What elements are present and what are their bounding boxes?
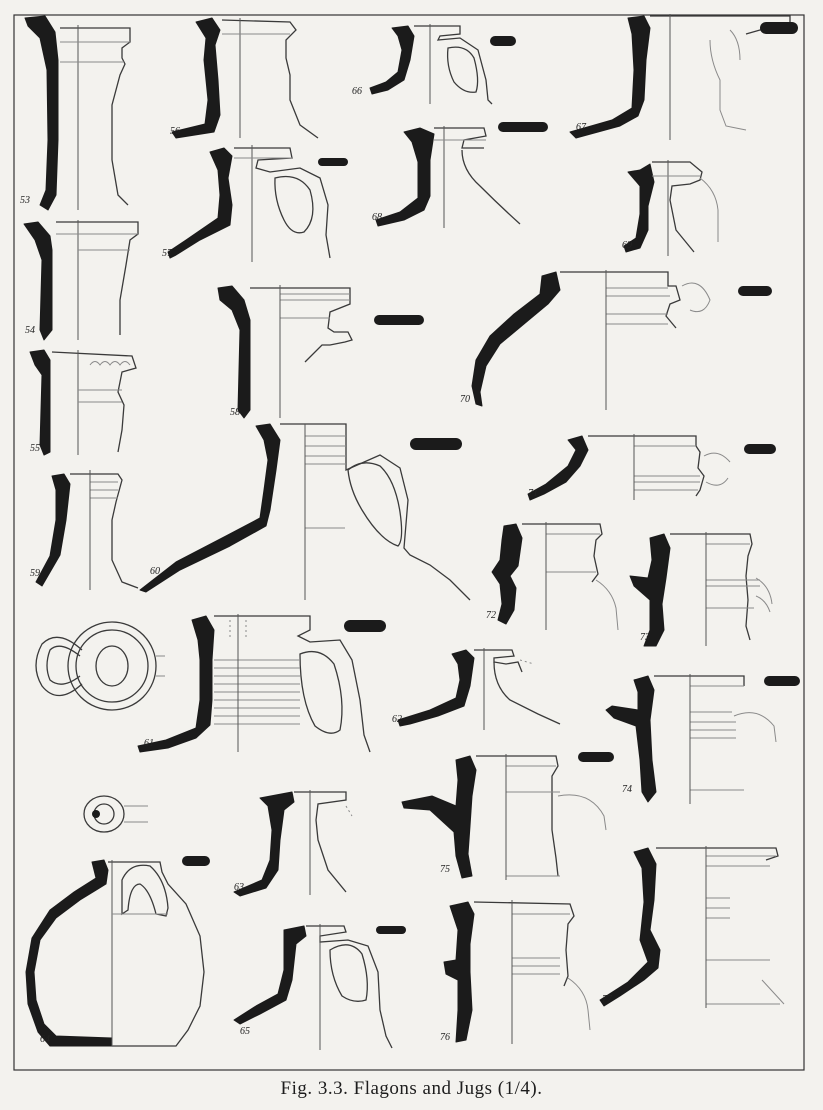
label-66: 66: [352, 86, 362, 97]
vessel-73: [630, 532, 772, 646]
vessel-68: [372, 122, 548, 228]
label-68: 68: [372, 212, 382, 223]
vessel-54: [24, 220, 138, 340]
label-53: 53: [20, 195, 30, 206]
vessel-72: [486, 522, 618, 630]
vessel-57: [162, 145, 348, 262]
handle-section-67: [760, 22, 798, 34]
label-74: 74: [622, 784, 632, 795]
label-77: 77: [602, 994, 612, 1005]
vessel-75: [402, 752, 614, 880]
label-60: 60: [150, 566, 160, 577]
vessel-56: [170, 18, 318, 138]
handle-section-60: [410, 438, 462, 450]
handle-section-66: [490, 36, 516, 46]
handle-section-71: [744, 444, 776, 454]
vessel-76: [440, 900, 590, 1044]
label-63: 63: [234, 882, 244, 893]
handle-section-65: [376, 926, 406, 934]
vessel-64: [26, 856, 210, 1046]
label-73: 73: [640, 632, 650, 643]
label-64: 64: [40, 1034, 50, 1045]
vessel-66: [352, 24, 516, 104]
handle-section-74: [764, 676, 800, 686]
label-55: 55: [30, 443, 40, 454]
handle-section-58: [374, 315, 424, 325]
vessel-67: [570, 14, 798, 140]
handle-section-75: [578, 752, 614, 762]
vessel-71: [528, 434, 776, 500]
handle-section-68: [498, 122, 548, 132]
vessel-69: [622, 160, 718, 256]
handle-section-61: [344, 620, 386, 632]
vessel-77: [600, 846, 784, 1008]
vessel-61: [138, 614, 386, 752]
label-75: 75: [440, 864, 450, 875]
vessel-top-view-left: [36, 622, 165, 710]
label-56: 56: [170, 126, 180, 137]
vessel-55: [30, 350, 136, 455]
label-70: 70: [460, 394, 470, 405]
figure-caption: Fig. 3.3. Flagons and Jugs (1/4).: [280, 1078, 543, 1099]
label-61: 61: [144, 738, 154, 749]
vessel-63: [234, 790, 352, 896]
label-72: 72: [486, 610, 496, 621]
vessel-59: [30, 470, 138, 590]
label-76: 76: [440, 1032, 450, 1043]
label-67: 67: [576, 122, 586, 133]
vessel-74: [606, 674, 800, 804]
vessel-top-view-small: [84, 796, 148, 832]
vessel-58: [218, 285, 424, 418]
handle-section-57: [318, 158, 348, 166]
vessel-65: [234, 924, 406, 1050]
label-54: 54: [25, 325, 35, 336]
handle-section-70: [738, 286, 772, 296]
vessel-62: [392, 648, 560, 730]
handle-section-64: [182, 856, 210, 866]
label-69: 69: [622, 240, 632, 251]
vessel-60: [140, 424, 470, 600]
plate-frame: [14, 15, 804, 1070]
label-65: 65: [240, 1026, 250, 1037]
vessel-53: [20, 16, 130, 210]
label-58: 58: [230, 407, 240, 418]
label-71: 71: [528, 488, 538, 499]
label-57: 57: [162, 248, 172, 259]
label-59: 59: [30, 568, 40, 579]
vessel-70: [460, 270, 772, 410]
label-62: 62: [392, 714, 402, 725]
